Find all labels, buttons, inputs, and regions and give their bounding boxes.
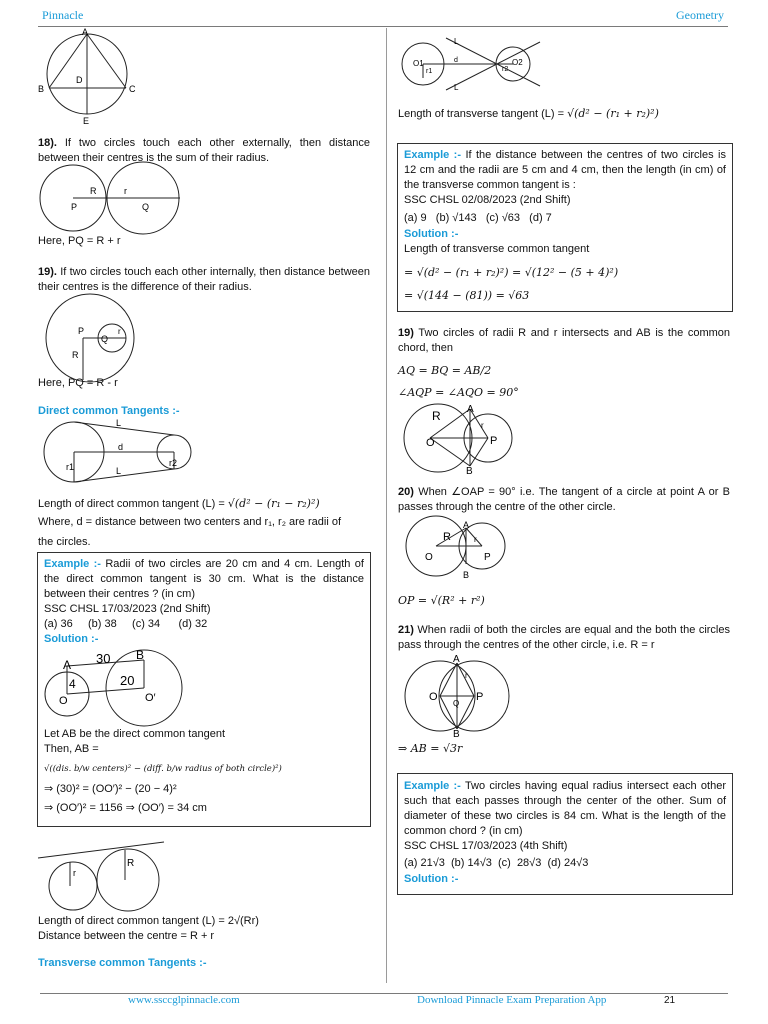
label-r: r [465, 671, 468, 680]
label-a: A [82, 27, 89, 37]
section-21-ab: ⇒ AB = √3r [398, 742, 463, 755]
section-19-right-num: 19) [398, 327, 414, 339]
direct-formula-label: Length of direct common tangent (L) = [38, 498, 225, 510]
label-30: 30 [96, 651, 111, 666]
label-R: R [432, 409, 441, 423]
example-1-source: SSC CHSL 17/03/2023 (2nd Shift) [44, 603, 211, 615]
label-A: A [453, 654, 460, 665]
label-R: R [443, 531, 451, 543]
section-21 [398, 623, 730, 653]
label-R: R [90, 186, 97, 196]
transverse-formula [398, 106, 659, 122]
label-d: D [76, 75, 83, 85]
footer-app-link[interactable]: Download Pinnacle Exam Preparation App [417, 994, 607, 1006]
label-A: A [63, 658, 72, 672]
label-P: P [476, 691, 484, 703]
label-c: C [129, 84, 136, 94]
label-r: r [481, 421, 484, 430]
section-18-text: If two circles touch each other externally, then distance between their centres is the sum of their radius. [38, 137, 370, 164]
label-B: B [466, 466, 473, 477]
example-1-figure [44, 648, 194, 724]
example-2-line3: = √(144 − (81)) = √63 [404, 289, 530, 302]
label-B: B [453, 729, 460, 740]
example-1-let: Let AB be the direct common tangent [44, 728, 226, 740]
header-left: Pinnacle [42, 8, 84, 22]
label-r2: r2 [169, 458, 178, 468]
label-e: E [83, 116, 90, 126]
external-touch-figure [38, 166, 188, 236]
example-1-text [44, 557, 364, 602]
label-A: A [467, 404, 474, 415]
internal-touch-figure [38, 296, 168, 376]
label-R: R [72, 350, 79, 360]
label-P: P [78, 326, 85, 336]
example-1-label: Example :- [44, 558, 101, 570]
label-O: O [425, 552, 433, 563]
label-A: A [463, 520, 470, 530]
section-19-right-text: Two circles of radii R and r intersects and AB is the common chord, then [398, 327, 731, 354]
section-19 [38, 265, 370, 295]
example-2-solution-label: Solution :- [404, 228, 459, 240]
intersecting-circles-figure [398, 402, 528, 477]
label-O2: O2 [512, 58, 523, 67]
section-21-num: 21) [398, 624, 414, 636]
example-2-text [404, 148, 726, 193]
touch-length: Length of direct common tangent (L) = 2√(Rr) [38, 915, 259, 927]
section-19-num: 19). [38, 266, 57, 278]
section-18 [38, 136, 370, 166]
section-19-text: If two circles touch each other internally, then distance between their centres is the difference of their radius. [38, 266, 371, 293]
transverse-formula-expr: √(d² − (r₁ + r₂)²) [567, 107, 659, 120]
label-r: r [118, 327, 121, 336]
label-O: O [59, 695, 68, 707]
example-1-formula: √((dis. b/w centers)² − (diff. b/w radius of both circle)²) [44, 764, 282, 774]
header-right: Geometry [676, 8, 724, 22]
label-r: r [474, 535, 477, 544]
direct-formula-expr: √(d² − (r₁ − r₂)²) [227, 497, 320, 510]
label-O-prime: O′ [145, 692, 156, 704]
circle-triangle-figure [38, 27, 158, 126]
label-O1: O1 [413, 59, 424, 68]
section-20-text: When ∠OAP = 90° i.e. The tangent of a circle at point A or B passes through the centre of the other circle. [398, 486, 730, 513]
section-19-here: Here, PQ = R - r [38, 377, 118, 389]
label-B: B [463, 570, 470, 580]
direct-formula [38, 496, 320, 512]
label-4: 4 [69, 677, 76, 691]
perpendicular-circles-figure [398, 516, 528, 578]
example-3-solution-label: Solution :- [404, 873, 459, 885]
label-Q: Q [453, 699, 460, 708]
example-1-step1: ⇒ (30)² = (OO′)² − (20 − 4)² [44, 783, 177, 795]
label-r: r [73, 868, 76, 878]
label-P: P [490, 435, 498, 447]
example-2-line1: Length of transverse common tangent [404, 243, 590, 255]
label-R: R [127, 858, 135, 869]
label-P: P [71, 202, 78, 212]
example-2-options: (a) 9 (b) √143 (c) √63 (d) 7 [404, 212, 552, 224]
label-r: r [124, 186, 127, 196]
section-20-op: OP = √(R² + r²) [398, 594, 485, 607]
where-text: Where, d = distance between two centers and r₁, r₂ are radii of [38, 516, 341, 528]
label-L-bottom: L [454, 83, 459, 92]
label-L-bottom: L [116, 466, 122, 476]
section-20-num: 20) [398, 486, 414, 498]
section-19-angle: ∠AQP = ∠AQO = 90° [398, 386, 519, 399]
label-B: B [136, 648, 145, 662]
example-2-question: If the distance between the centres of two circles is 12 cm and the radii are 5 cm and 4 cm, then the length (in cm) of the transverse common tangent is : [404, 149, 726, 191]
section-18-num: 18). [38, 137, 57, 149]
example-1-step2: ⇒ (OO′)² = 1156 ⇒ (OO′) = 34 cm [44, 802, 207, 814]
transverse-formula-label: Length of transverse tangent (L) = [398, 108, 565, 120]
example-1-question: Radii of two circles are 20 cm and 4 cm. Length of the direct common tangent is 30 cm. What is the distance between their centres ? (in cm) [44, 558, 364, 600]
touching-tangent-figure [38, 838, 168, 910]
example-3-question: Two circles having equal radius intersect each other such that each passes through the center of the other. Sum of diameter of these two circles is 84 cm. What is the length of the common chord ? (in cm) [404, 780, 726, 837]
label-P: P [484, 552, 491, 563]
label-r2: r2 [502, 66, 509, 73]
label-O: O [429, 691, 438, 703]
page-number: 21 [664, 995, 676, 1006]
example-2-source: SSC CHSL 02/08/2023 (2nd Shift) [404, 194, 571, 206]
label-L-top: L [454, 37, 459, 46]
example-3-text [404, 779, 726, 839]
where-text-2: the circles. [38, 536, 91, 548]
label-r1: r1 [426, 68, 433, 75]
footer-site-link[interactable]: www.ssccglpinnacle.com [128, 994, 240, 1006]
section-19-aq: AQ = BQ = AB/2 [398, 364, 492, 377]
section-21-text: When radii of both the circles are equal and the both the circles pass through the centres of the other circle, i.e. R = r [398, 624, 730, 651]
example-2-line2: = √(d² − (r₁ + r₂)²) = √(12² − (5 + 4)²) [404, 266, 619, 279]
column-divider [386, 28, 387, 983]
touch-distance: Distance between the centre = R + r [38, 930, 215, 942]
label-d: d [454, 57, 458, 64]
example-1-solution-label: Solution :- [44, 633, 99, 645]
section-18-here: Here, PQ = R + r [38, 235, 121, 247]
header-divider [38, 26, 728, 27]
label-20: 20 [120, 673, 135, 688]
direct-tangents-heading: Direct common Tangents :- [38, 405, 180, 417]
example-3-label: Example :- [404, 780, 461, 792]
example-1-then: Then, AB = [44, 743, 99, 755]
label-r1: r1 [66, 462, 75, 472]
label-d: d [118, 442, 124, 452]
example-3-source: SSC CHSL 17/03/2023 (4th Shift) [404, 840, 568, 852]
direct-tangent-figure [38, 420, 198, 484]
label-O: O [426, 437, 435, 449]
example-2-label: Example :- [404, 149, 461, 161]
label-L-top: L [116, 418, 122, 428]
example-1-options: (a) 36 (b) 38 (c) 34 (d) 32 [44, 618, 208, 630]
section-19-right [398, 326, 730, 356]
example-3-options: (a) 21√3 (b) 14√3 (c) 28√3 (d) 24√3 [404, 857, 589, 869]
equal-circles-figure [398, 654, 518, 740]
label-b: B [38, 84, 45, 94]
transverse-tangent-figure [398, 32, 548, 92]
transverse-tangents-heading: Transverse common Tangents :- [38, 957, 207, 969]
label-Q: Q [142, 202, 150, 212]
label-Q: Q [101, 334, 109, 344]
section-20 [398, 485, 730, 515]
